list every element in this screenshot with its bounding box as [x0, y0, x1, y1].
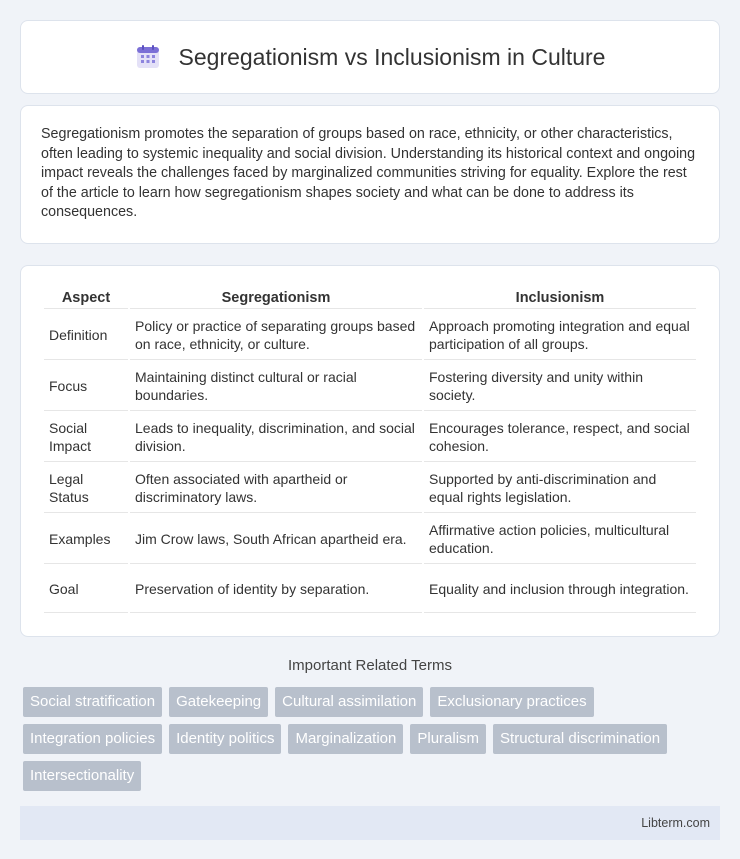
table-header-row [44, 288, 696, 309]
tag-social-stratification[interactable]: Social stratification [23, 687, 162, 717]
inclusionism-cell: Supported by anti-discrimination and equal rights legislation. [424, 464, 696, 513]
table-row [44, 413, 696, 462]
comparison-table [42, 286, 698, 615]
tag-identity-politics[interactable]: Identity politics [169, 724, 281, 754]
footer-site-link[interactable]: Libterm.com [641, 815, 710, 830]
inclusionism-cell: Encourages tolerance, respect, and social cohesion. [424, 413, 696, 462]
related-terms-section [20, 657, 720, 791]
aspect-cell: Social Impact [44, 413, 128, 462]
inclusionism-cell: Affirmative action policies, multicultural education. [424, 515, 696, 564]
table-row [44, 311, 696, 360]
related-terms-tags [20, 687, 720, 791]
tag-cultural-assimilation[interactable]: Cultural assimilation [275, 687, 423, 717]
segregationism-cell: Policy or practice of separating groups based on race, ethnicity, or culture. [130, 311, 422, 360]
segregationism-cell: Often associated with apartheid or discriminatory laws. [130, 464, 422, 513]
table-row [44, 464, 696, 513]
intro-text: Segregationism promotes the separation of groups based on race, ethnicity, or other characteristics, often leading to systemic inequality and social division. Understanding its historical context and ongoing impact reveals the challenges faced by marginalized communities striving for equality. Explore the rest of the article to learn how segregationism shapes society and what can be done to address its consequences. [41, 126, 696, 221]
tag-structural-discrimination[interactable]: Structural discrimination [493, 724, 667, 754]
page-title: Segregationism vs Inclusionism in Culture [178, 43, 606, 70]
aspect-cell: Goal [44, 566, 128, 613]
intro-card [20, 105, 720, 244]
comparison-table-card [20, 265, 720, 637]
calendar-icon [135, 44, 161, 70]
aspect-cell: Examples [44, 515, 128, 564]
segregationism-cell: Preservation of identity by separation. [130, 566, 422, 613]
footer [20, 806, 720, 840]
header-segregationism: Segregationism [130, 288, 422, 309]
related-terms-heading: Important Related Terms [288, 656, 452, 674]
title-card [20, 20, 720, 94]
header-aspect: Aspect [44, 288, 128, 309]
inclusionism-cell: Approach promoting integration and equal participation of all groups. [424, 311, 696, 360]
table-row [44, 362, 696, 411]
header-inclusionism: Inclusionism [424, 288, 696, 309]
inclusionism-cell: Equality and inclusion through integration. [424, 566, 696, 613]
tag-gatekeeping[interactable]: Gatekeeping [169, 687, 268, 717]
inclusionism-cell: Fostering diversity and unity within society. [424, 362, 696, 411]
tag-integration-policies[interactable]: Integration policies [23, 724, 162, 754]
segregationism-cell: Maintaining distinct cultural or racial boundaries. [130, 362, 422, 411]
tag-intersectionality[interactable]: Intersectionality [23, 761, 141, 791]
tag-marginalization[interactable]: Marginalization [288, 724, 403, 754]
segregationism-cell: Leads to inequality, discrimination, and social division. [130, 413, 422, 462]
tag-pluralism[interactable]: Pluralism [410, 724, 486, 754]
table-row [44, 566, 696, 613]
tag-exclusionary-practices[interactable]: Exclusionary practices [430, 687, 593, 717]
aspect-cell: Legal Status [44, 464, 128, 513]
aspect-cell: Focus [44, 362, 128, 411]
aspect-cell: Definition [44, 311, 128, 360]
segregationism-cell: Jim Crow laws, South African apartheid era. [130, 515, 422, 564]
table-row [44, 515, 696, 564]
